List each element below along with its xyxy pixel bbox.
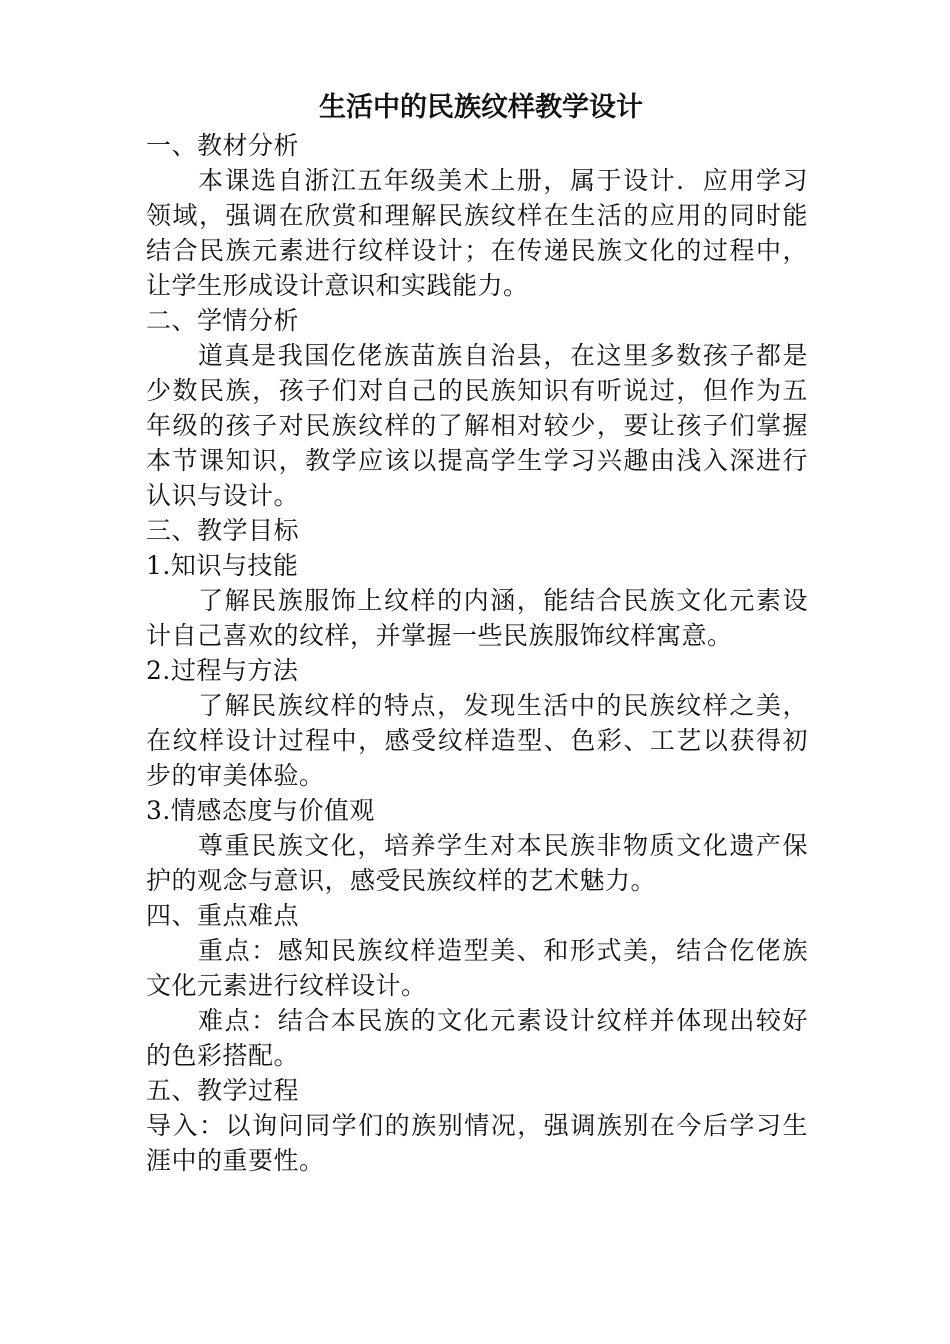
paragraph-student-analysis: 道真是我国仡佬族苗族自治县，在这里多数孩子都是少数民族，孩子们对自己的民族知识有听说过，但作为五年级的孩子对民族纹样的了解相对较少，要让孩子们掌握本节课知识，教学应该以提高学生学习兴趣由浅入深进行认识与设计。: [146, 341, 808, 510]
paragraph-knowledge-skills: 了解民族服饰上纹样的内涵，能结合民族文化元素设计自己喜欢的纹样，并掌握一些民族服饰纹样寓意。: [146, 586, 808, 650]
section-heading-key-difficult-points: 四、重点难点: [146, 901, 300, 930]
subheading-process-method: 2.过程与方法: [146, 656, 299, 685]
subheading-knowledge-skills: 1.知识与技能: [146, 551, 299, 580]
document-page: [146, 88, 808, 1178]
paragraph-introduction: 导入：以询问同学们的族别情况，强调族别在今后学习生涯中的重要性。: [146, 1111, 808, 1175]
paragraph-emotion-values: 尊重民族文化，培养学生对本民族非物质文化遗产保护的观念与意识，感受民族纹样的艺术魅力。: [146, 831, 808, 895]
section-heading-teaching-goals: 三、教学目标: [146, 516, 300, 545]
paragraph-textbook-analysis: 本课选自浙江五年级美术上册，属于设计．应用学习领域，强调在欣赏和理解民族纹样在生活的应用的同时能结合民族元素进行纹样设计；在传递民族文化的过程中，让学生形成设计意识和实践能力。: [146, 166, 808, 300]
document-title: 生活中的民族纹样教学设计: [319, 92, 643, 123]
subheading-emotion-values: 3.情感态度与价值观: [146, 796, 375, 825]
paragraph-process-method: 了解民族纹样的特点，发现生活中的民族纹样之美，在纹样设计过程中，感受纹样造型、色彩、工艺以获得初步的审美体验。: [146, 691, 808, 790]
paragraph-key-point: 重点：感知民族纹样造型美、和形式美，结合仡佬族文化元素进行纹样设计。: [146, 936, 808, 1000]
section-heading-student-analysis: 二、学情分析: [146, 306, 300, 335]
paragraph-difficult-point: 难点：结合本民族的文化元素设计纹样并体现出较好的色彩搭配。: [146, 1006, 808, 1070]
section-heading-textbook-analysis: 一、教材分析: [146, 131, 300, 160]
section-heading-teaching-process: 五、教学过程: [146, 1076, 300, 1105]
